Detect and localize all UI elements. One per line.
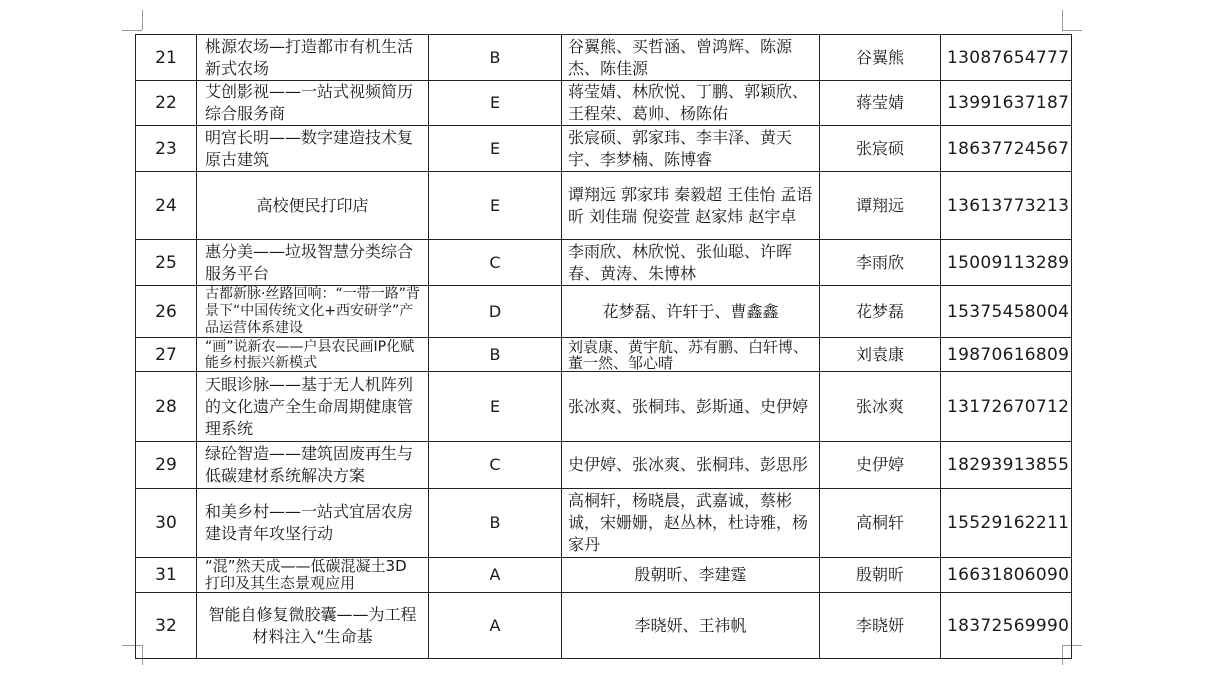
team-leader: 李晓妍 (820, 593, 941, 659)
grade: E (429, 172, 562, 240)
phone-number: 13613773213 (941, 172, 1072, 240)
project-name: “混”然天成——低碳混凝土3D打印及其生态景观应用 (197, 558, 429, 593)
grade: B (429, 489, 562, 558)
grade: E (429, 372, 562, 442)
table-row (136, 286, 1072, 338)
project-name: 古都新脉·丝路回响：“一带一路”背景下“中国传统文化+西安研学”产品运营体系建设 (197, 286, 429, 338)
project-name: 艾创影视——一站式视频简历综合服务商 (197, 81, 429, 126)
row-number: 28 (136, 372, 197, 442)
table-row (136, 240, 1072, 286)
team-leader: 刘袁康 (820, 338, 941, 372)
row-number: 31 (136, 558, 197, 593)
table-row (136, 126, 1072, 172)
project-name: 明宫长明——数字建造技术复原古建筑 (197, 126, 429, 172)
team-leader: 李雨欣 (820, 240, 941, 286)
row-number: 24 (136, 172, 197, 240)
team-members: 李雨欣、林欣悦、张仙聪、许晖春、黄涛、朱博林 (562, 240, 820, 286)
team-leader: 张冰爽 (820, 372, 941, 442)
grade: B (429, 35, 562, 81)
project-table (135, 34, 1072, 659)
phone-number: 13991637187 (941, 81, 1072, 126)
row-number: 26 (136, 286, 197, 338)
crop-mark-top-left-h (122, 30, 142, 31)
row-number: 32 (136, 593, 197, 659)
team-members: 张宸硕、郭家玮、李丰泽、黄天宇、李梦楠、陈博睿 (562, 126, 820, 172)
grade: C (429, 442, 562, 489)
team-leader: 殷朝昕 (820, 558, 941, 593)
phone-number: 19870616809 (941, 338, 1072, 372)
team-members: 花梦磊、许轩于、曹鑫鑫 (562, 286, 820, 338)
team-leader: 张宸硕 (820, 126, 941, 172)
phone-number: 18372569990 (941, 593, 1072, 659)
team-members: 谭翔远 郭家玮 秦毅超 王佳怡 孟语昕 刘佳瑞 倪姿萱 赵家炜 赵宇卓 (562, 172, 820, 240)
grade: B (429, 338, 562, 372)
project-name: 天眼诊脉——基于无人机阵列的文化遗产全生命周期健康管理系统 (197, 372, 429, 442)
row-number: 23 (136, 126, 197, 172)
phone-number: 16631806090 (941, 558, 1072, 593)
phone-number: 13087654777 (941, 35, 1072, 81)
grade: E (429, 81, 562, 126)
grade: C (429, 240, 562, 286)
table-row (136, 35, 1072, 81)
team-members: 殷朝昕、李建霆 (562, 558, 820, 593)
project-name: “画”说新农——户县农民画IP化赋能乡村振兴新模式 (197, 338, 429, 372)
team-members: 谷翼熊、买哲涵、曾鸿辉、陈源杰、陈佳源 (562, 35, 820, 81)
project-name: 和美乡村——一站式宜居农房建设青年攻坚行动 (197, 489, 429, 558)
team-members: 蒋莹婧、林欣悦、丁鹏、郭颖欣、王程荣、葛帅、杨陈佑 (562, 81, 820, 126)
team-members: 张冰爽、张桐玮、彭斯通、史伊婷 (562, 372, 820, 442)
team-leader: 蒋莹婧 (820, 81, 941, 126)
table-row (136, 338, 1072, 372)
row-number: 27 (136, 338, 197, 372)
row-number: 30 (136, 489, 197, 558)
table-row (136, 593, 1072, 659)
project-name: 智能自修复微胶囊——为工程材料注入“生命基 (197, 593, 429, 659)
team-leader: 谷翼熊 (820, 35, 941, 81)
crop-mark-top-left (142, 10, 143, 30)
phone-number: 15375458004 (941, 286, 1072, 338)
table-row (136, 172, 1072, 240)
row-number: 22 (136, 81, 197, 126)
grade: D (429, 286, 562, 338)
row-number: 21 (136, 35, 197, 81)
team-members: 李晓妍、王祎帆 (562, 593, 820, 659)
team-leader: 谭翔远 (820, 172, 941, 240)
phone-number: 15009113289 (941, 240, 1072, 286)
row-number: 25 (136, 240, 197, 286)
row-number: 29 (136, 442, 197, 489)
crop-mark-top-right (1062, 10, 1063, 30)
crop-mark-top-right-h (1062, 30, 1082, 31)
team-leader: 史伊婷 (820, 442, 941, 489)
team-members: 刘袁康、黄宇航、苏有鹏、白轩博、董一然、邹心晴 (562, 338, 820, 372)
project-name: 绿砼智造——建筑固废再生与低碳建材系统解决方案 (197, 442, 429, 489)
team-members: 高桐轩，杨晓晨，武嘉诚，蔡彬诚，宋姗姗，赵丛林，杜诗雅，杨家丹 (562, 489, 820, 558)
phone-number: 18637724567 (941, 126, 1072, 172)
table-row (136, 442, 1072, 489)
table-row (136, 489, 1072, 558)
grade: E (429, 126, 562, 172)
grade: A (429, 593, 562, 659)
table-row (136, 558, 1072, 593)
project-name: 桃源农场—打造都市有机生活新式农场 (197, 35, 429, 81)
team-members: 史伊婷、张冰爽、张桐玮、彭思彤 (562, 442, 820, 489)
phone-number: 13172670712 (941, 372, 1072, 442)
team-leader: 花梦磊 (820, 286, 941, 338)
table-row (136, 81, 1072, 126)
phone-number: 18293913855 (941, 442, 1072, 489)
project-name: 高校便民打印店 (197, 172, 429, 240)
phone-number: 15529162211 (941, 489, 1072, 558)
team-leader: 高桐轩 (820, 489, 941, 558)
grade: A (429, 558, 562, 593)
table-row (136, 372, 1072, 442)
project-name: 惠分美——垃圾智慧分类综合服务平台 (197, 240, 429, 286)
